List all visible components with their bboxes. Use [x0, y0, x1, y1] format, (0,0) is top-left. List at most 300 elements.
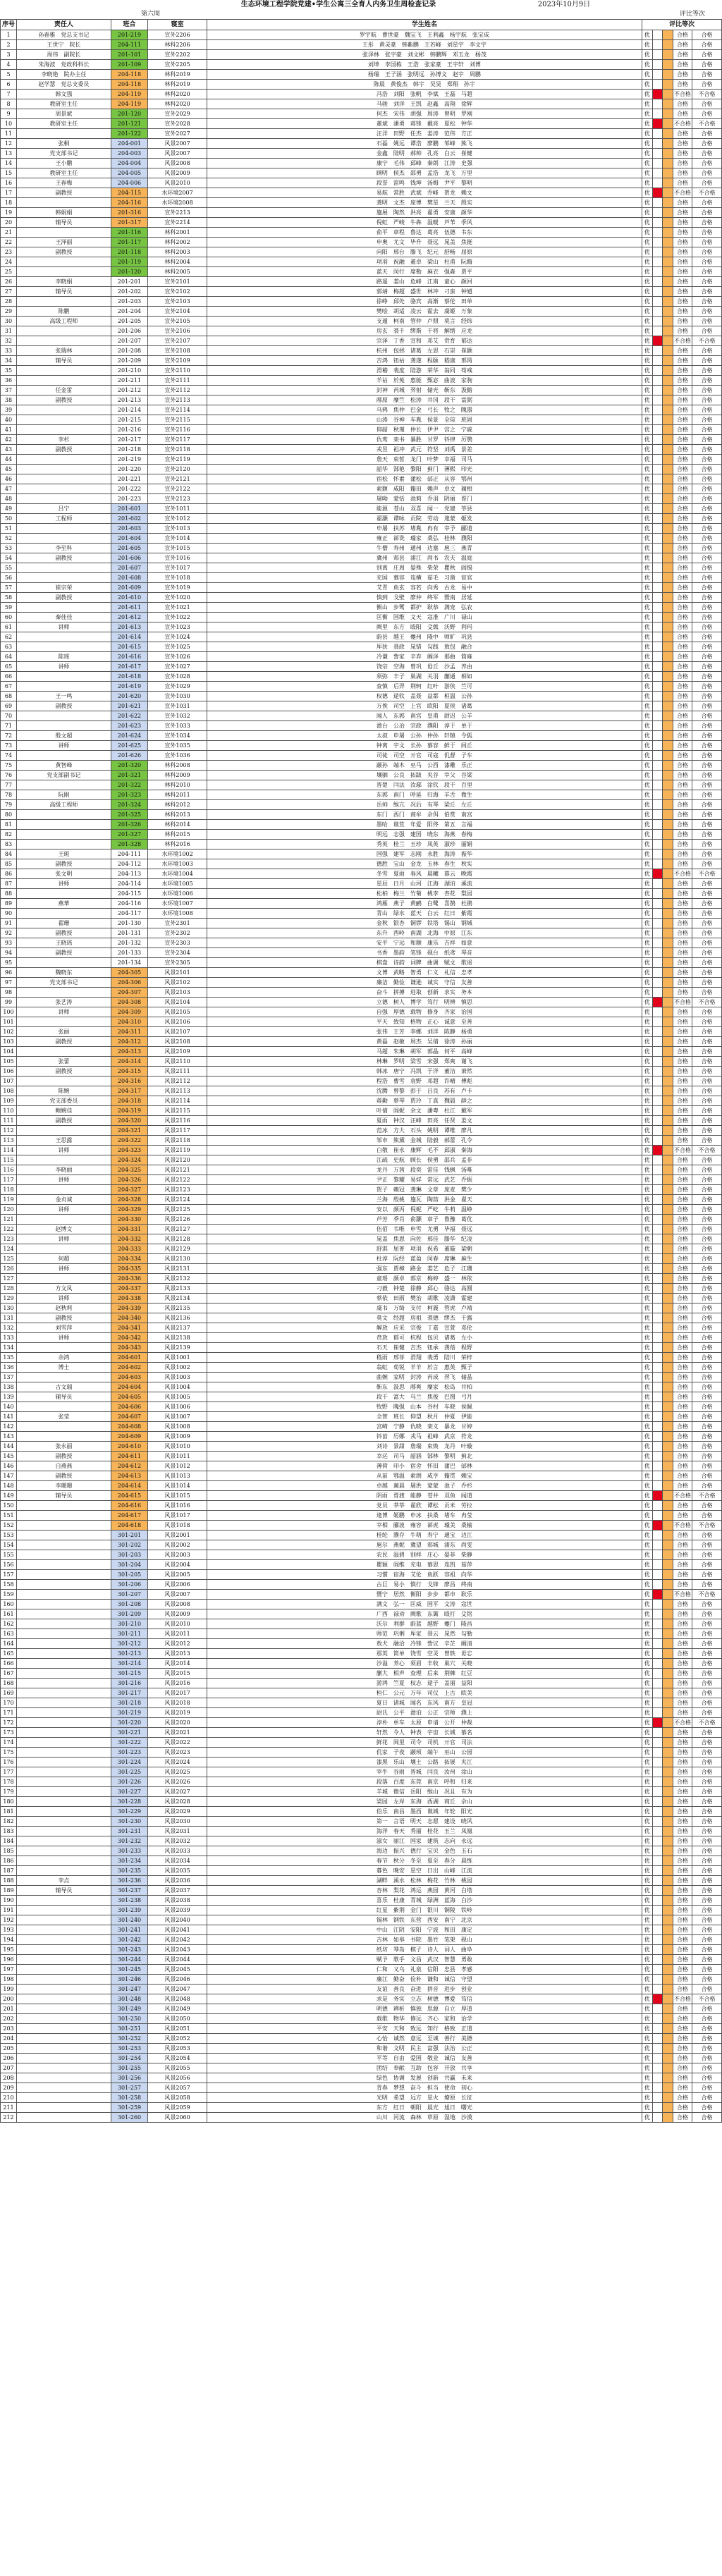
row-room: 风景2027	[148, 1787, 207, 1797]
row-students: 春节 秋分 冬至 夏至 春分 晨练	[207, 1856, 642, 1866]
row-responsible: 李晓娟	[17, 277, 111, 287]
row-room: 风景2044	[148, 1955, 207, 1965]
row-responsible: 副教授	[17, 395, 111, 405]
row-students: 王彤 黄灵豪 韩紫鹏 王若峰 刘星宇 李文宇	[207, 40, 642, 50]
row-bar	[663, 721, 673, 731]
row-seq: 104	[1, 1047, 17, 1057]
row-grade: 合格	[692, 1758, 722, 1767]
row-grade: 合格	[692, 277, 722, 287]
row-mark: 优	[642, 1886, 652, 1896]
row-grade: 合格	[692, 514, 722, 524]
table-row	[1, 376, 722, 386]
row-flag	[652, 544, 663, 553]
row-responsible: 讲师	[17, 1007, 111, 1017]
row-bar	[663, 938, 673, 948]
row-bar	[663, 1629, 673, 1639]
row-students: 权德 逯钦 盖聂 益都 桓温 公孙	[207, 692, 642, 701]
row-class: 301-246	[111, 1975, 147, 1985]
row-seq: 66	[1, 672, 17, 682]
row-seq: 59	[1, 603, 17, 613]
row-mark: 优	[642, 771, 652, 780]
row-responsible: 副教授	[17, 247, 111, 257]
row-mark: 优	[642, 790, 652, 800]
row-class: 301-201	[111, 1531, 147, 1540]
row-seq: 132	[1, 1323, 17, 1333]
row-responsible: 党支部副书记	[17, 771, 111, 780]
row-responsible: 张桐	[17, 139, 111, 149]
row-score: 合格	[673, 277, 692, 287]
row-responsible	[17, 1935, 111, 1945]
row-seq: 60	[1, 613, 17, 622]
row-bar	[663, 1442, 673, 1452]
row-seq: 10	[1, 119, 17, 129]
row-seq: 8	[1, 99, 17, 109]
row-responsible	[17, 830, 111, 840]
row-bar	[663, 701, 673, 711]
row-mark: 优	[642, 692, 652, 701]
row-seq: 171	[1, 1708, 17, 1718]
row-room: 风景2033	[148, 1846, 207, 1856]
row-seq: 176	[1, 1758, 17, 1767]
row-score: 合格	[673, 632, 692, 642]
row-room: 林科2002	[148, 238, 207, 247]
table-row	[1, 1323, 722, 1333]
row-students: 漆黑 乐山 壤土 公路 拓展 夹江	[207, 1758, 642, 1767]
row-mark: 优	[642, 1915, 652, 1925]
row-score: 合格	[673, 1353, 692, 1363]
row-class: 201-132	[111, 938, 147, 948]
row-flag	[652, 790, 663, 800]
row-bar	[663, 1274, 673, 1284]
row-score: 合格	[673, 1767, 692, 1777]
row-room: 水环境1004	[148, 869, 207, 879]
row-students: 石磊 姚远 谭浩 廖鹏 邹峰 熊飞	[207, 139, 642, 149]
row-bar	[663, 613, 673, 622]
row-room: 风景2050	[148, 2014, 207, 2024]
row-responsible	[17, 1836, 111, 1846]
row-bar	[663, 1106, 673, 1116]
row-flag	[652, 1363, 663, 1373]
row-grade: 合格	[692, 1609, 722, 1619]
row-class: 204-329	[111, 1205, 147, 1215]
row-bar	[663, 287, 673, 297]
row-seq: 161	[1, 1609, 17, 1619]
row-flag	[652, 504, 663, 514]
row-seq: 190	[1, 1896, 17, 1906]
row-students: 书香 墨韵 笔锋 砚台 纸鸢 琴音	[207, 948, 642, 958]
row-seq: 181	[1, 1807, 17, 1817]
row-room: 宣外2113	[148, 395, 207, 405]
row-flag	[652, 701, 663, 711]
table-row	[1, 366, 722, 376]
row-responsible	[17, 1600, 111, 1609]
row-room: 风景2047	[148, 1985, 207, 1994]
row-flag	[652, 1787, 663, 1797]
row-students: 蓝天 闵行 席勒 麻衣 强森 贾平	[207, 267, 642, 277]
table-row	[1, 2054, 722, 2063]
row-seq: 179	[1, 1787, 17, 1797]
sheet-date: 2023年10月9日	[537, 1, 591, 8]
row-bar	[663, 1007, 673, 1017]
row-room: 风景2006	[148, 1580, 207, 1590]
row-flag	[652, 1225, 663, 1234]
row-mark: 优	[642, 1244, 652, 1254]
table-row	[1, 682, 722, 692]
row-mark: 优	[642, 287, 652, 297]
row-seq: 108	[1, 1086, 17, 1096]
row-mark: 优	[642, 1254, 652, 1264]
row-students: 明远 志强 建国 晓东 海燕 春梅	[207, 830, 642, 840]
row-class: 201-320	[111, 761, 147, 771]
row-students: 徐峥 邱处 骆宾 高渐 蔡伦 田单	[207, 297, 642, 307]
row-students: 黄磊 赵敏 周杰 吴倩 徐涛 孙丽	[207, 1037, 642, 1047]
row-responsible: 副教授	[17, 859, 111, 869]
row-flag	[652, 771, 663, 780]
row-score: 合格	[673, 711, 692, 721]
row-class: 204-609	[111, 1432, 147, 1442]
row-mark: 优	[642, 810, 652, 820]
row-grade: 合格	[692, 1649, 722, 1659]
row-grade: 合格	[692, 1945, 722, 1955]
row-score: 合格	[673, 672, 692, 682]
table-row	[1, 820, 722, 830]
table-row	[1, 544, 722, 553]
table-row	[1, 830, 722, 840]
row-responsible	[17, 1896, 111, 1906]
row-flag	[652, 1215, 663, 1225]
row-students: 林琳 罗明 梁雪 宋强 郑爽 谢飞	[207, 1057, 642, 1067]
row-score: 合格	[673, 1313, 692, 1323]
row-bar	[663, 642, 673, 652]
row-score: 合格	[673, 1452, 692, 1461]
row-flag	[652, 948, 663, 958]
row-seq: 186	[1, 1856, 17, 1866]
row-seq: 98	[1, 988, 17, 998]
row-mark: 优	[642, 1846, 652, 1856]
row-grade: 合格	[692, 1985, 722, 1994]
row-responsible	[17, 988, 111, 998]
row-students: 充国 慕容 连横 茹毛 习凿 宦官	[207, 573, 642, 583]
row-room: 风景2019	[148, 1708, 207, 1718]
row-responsible: 韩文强	[17, 90, 111, 99]
row-seq: 148	[1, 1481, 17, 1491]
row-seq: 131	[1, 1313, 17, 1323]
row-responsible	[17, 909, 111, 919]
row-bar	[663, 1856, 673, 1866]
row-seq: 127	[1, 1274, 17, 1284]
row-bar	[663, 909, 673, 919]
row-seq: 180	[1, 1797, 17, 1807]
row-students: 淳朴 单车 太原 申请 公开 仲裁	[207, 1718, 642, 1728]
row-class: 201-328	[111, 840, 147, 850]
row-grade: 合格	[692, 1264, 722, 1274]
row-room: 宣外2116	[148, 425, 207, 435]
row-students: 鲜花 闾里 司令 司机 亓官 司法	[207, 1738, 642, 1748]
row-bar	[663, 1205, 673, 1215]
row-responsible: 张文明	[17, 869, 111, 879]
row-score: 合格	[673, 1609, 692, 1619]
row-students: 德胜 宝山 金龙 玉林 春生 秋实	[207, 859, 642, 869]
row-score: 合格	[673, 1343, 692, 1353]
row-students: 蔚县 越王 夔州 隆中 师旷 巩县	[207, 632, 642, 642]
row-score: 合格	[673, 1392, 692, 1402]
row-grade: 合格	[692, 1165, 722, 1175]
row-students: 绿色 协调 发展 创新 共赢 未来	[207, 2073, 642, 2083]
table-row	[1, 731, 722, 741]
row-flag	[652, 188, 663, 198]
table-row	[1, 208, 722, 218]
row-flag	[652, 1294, 663, 1304]
table-row	[1, 603, 722, 613]
row-responsible: 李点	[17, 1876, 111, 1886]
row-seq: 61	[1, 622, 17, 632]
row-class: 201-133	[111, 948, 147, 958]
row-bar	[663, 40, 673, 50]
row-mark: 优	[642, 267, 652, 277]
row-room: 风景1004	[148, 1382, 207, 1392]
row-flag	[652, 958, 663, 968]
row-seq: 79	[1, 800, 17, 810]
row-grade: 合格	[692, 662, 722, 672]
row-flag	[652, 2004, 663, 2014]
row-flag	[652, 672, 663, 682]
row-score: 合格	[673, 1836, 692, 1846]
row-mark: 优	[642, 1392, 652, 1402]
row-students: 查慎 后羿 荆轲 红叶 游侠 竺可	[207, 682, 642, 692]
row-seq: 45	[1, 465, 17, 474]
row-mark: 优	[642, 405, 652, 415]
row-bar	[663, 1649, 673, 1659]
table-row	[1, 2073, 722, 2083]
row-bar	[663, 1550, 673, 1560]
row-students: 虞书 万绮 支付 柯震 管虎 卢靖	[207, 1304, 642, 1313]
row-mark: 优	[642, 208, 652, 218]
row-seq: 77	[1, 780, 17, 790]
row-bar	[663, 129, 673, 139]
row-flag	[652, 1155, 663, 1165]
row-responsible: 王泽丽	[17, 238, 111, 247]
table-row	[1, 70, 722, 80]
row-mark: 优	[642, 553, 652, 563]
row-score: 合格	[673, 228, 692, 238]
row-grade: 合格	[692, 2103, 722, 2113]
row-bar	[663, 731, 673, 741]
row-grade: 合格	[692, 366, 722, 376]
row-score: 合格	[673, 790, 692, 800]
row-bar	[663, 1866, 673, 1876]
table-row	[1, 1787, 722, 1797]
row-seq: 41	[1, 425, 17, 435]
table-row	[1, 879, 722, 889]
row-mark: 优	[642, 1471, 652, 1481]
row-score: 合格	[673, 1698, 692, 1708]
row-responsible	[17, 1402, 111, 1412]
row-seq: 117	[1, 1175, 17, 1185]
table-row	[1, 1600, 722, 1609]
row-room: 风景2045	[148, 1965, 207, 1975]
row-grade: 合格	[692, 978, 722, 988]
row-responsible: 燕華	[17, 899, 111, 909]
row-students: 夏雨 钟汉 汪峰 田亮 任贤 姜文	[207, 1116, 642, 1126]
table-row	[1, 1659, 722, 1669]
row-score: 合格	[673, 1116, 692, 1126]
row-responsible	[17, 1718, 111, 1728]
row-room: 风景2012	[148, 1639, 207, 1649]
row-score: 合格	[673, 1649, 692, 1659]
row-class: 201-206	[111, 326, 147, 336]
row-class: 301-238	[111, 1896, 147, 1906]
row-seq: 119	[1, 1195, 17, 1205]
row-mark: 优	[642, 1570, 652, 1580]
row-score: 合格	[673, 2063, 692, 2073]
row-bar	[663, 1343, 673, 1353]
row-grade: 合格	[692, 632, 722, 642]
row-score: 不合格	[673, 1590, 692, 1600]
row-mark: 优	[642, 889, 652, 899]
table-row	[1, 840, 722, 850]
row-seq: 149	[1, 1491, 17, 1501]
row-students: 芦芳 季肖 俞灏 章子 鲁豫 葛优	[207, 1215, 642, 1225]
row-seq: 69	[1, 701, 17, 711]
row-students: 仉家 子夜 颛顼 端午 巫山 公园	[207, 1748, 642, 1758]
row-students: 游鸿 竺夏 权志 逯子 盖丽 益阳	[207, 1679, 642, 1688]
row-score: 合格	[673, 593, 692, 603]
row-bar	[663, 1570, 673, 1580]
row-grade: 合格	[692, 2014, 722, 2024]
row-bar	[663, 1116, 673, 1126]
table-row	[1, 1718, 722, 1728]
row-seq: 122	[1, 1225, 17, 1234]
row-room: 风景2009	[148, 1609, 207, 1619]
row-mark: 优	[642, 840, 652, 850]
row-mark: 优	[642, 1353, 652, 1363]
row-class: 201-101	[111, 50, 147, 60]
row-students: 翟灏 谭咏 贡院 劳动 逄蒙 姬发	[207, 514, 642, 524]
row-grade: 合格	[692, 938, 722, 948]
row-responsible: 讲师	[17, 1205, 111, 1215]
table-row	[1, 1067, 722, 1077]
row-grade: 合格	[692, 484, 722, 494]
row-bar	[663, 1323, 673, 1333]
table-row	[1, 494, 722, 504]
table-row	[1, 524, 722, 534]
row-mark: 优	[642, 1027, 652, 1037]
table-row	[1, 998, 722, 1007]
row-room: 宣外2120	[148, 465, 207, 474]
row-score: 合格	[673, 1047, 692, 1057]
row-class: 204-310	[111, 1017, 147, 1027]
row-students: 卓越 蔺晨 屠洪 蒙蒙 池子 乔杉	[207, 1481, 642, 1491]
row-bar	[663, 1669, 673, 1679]
row-class: 301-248	[111, 1994, 147, 2004]
row-flag	[652, 869, 663, 879]
row-students: 安平 宁远 和顺 康乐 吉祥 如意	[207, 938, 642, 948]
row-mark: 优	[642, 1304, 652, 1313]
row-responsible	[17, 1787, 111, 1797]
row-flag	[652, 99, 663, 109]
week-row	[0, 10, 722, 19]
row-grade: 合格	[692, 504, 722, 514]
row-room: 宣外1031	[148, 701, 207, 711]
row-seq: 19	[1, 208, 17, 218]
row-score: 合格	[673, 1333, 692, 1343]
row-room: 风景2109	[148, 1047, 207, 1057]
row-bar	[663, 1017, 673, 1027]
row-room: 风景2051	[148, 2024, 207, 2034]
row-score: 合格	[673, 504, 692, 514]
row-grade: 合格	[692, 168, 722, 178]
row-mark: 优	[642, 711, 652, 721]
table-row	[1, 1876, 722, 1886]
row-score: 合格	[673, 1777, 692, 1787]
row-score: 不合格	[673, 336, 692, 346]
row-mark: 优	[642, 1382, 652, 1392]
row-seq: 183	[1, 1827, 17, 1836]
row-room: 风景2101	[148, 968, 207, 978]
table-row	[1, 1017, 722, 1027]
row-responsible	[17, 1698, 111, 1708]
row-class: 201-622	[111, 711, 147, 721]
row-mark: 优	[642, 1925, 652, 1935]
row-bar	[663, 1501, 673, 1511]
table-row	[1, 1649, 722, 1659]
row-room: 风景2137	[148, 1323, 207, 1333]
row-class: 301-230	[111, 1817, 147, 1827]
row-bar	[663, 218, 673, 228]
row-room: 风景1012	[148, 1461, 207, 1471]
row-score: 合格	[673, 307, 692, 317]
row-seq: 173	[1, 1728, 17, 1738]
row-flag	[652, 1353, 663, 1363]
row-responsible: 讲师	[17, 622, 111, 632]
row-grade: 合格	[692, 287, 722, 297]
row-responsible: 工程师	[17, 514, 111, 524]
row-flag	[652, 494, 663, 504]
row-room: 宣外2101	[148, 277, 207, 287]
row-score: 合格	[673, 474, 692, 484]
row-class: 204-612	[111, 1461, 147, 1471]
row-seq: 63	[1, 642, 17, 652]
table-row	[1, 168, 722, 178]
row-room: 林科2020	[148, 90, 207, 99]
row-bar	[663, 1797, 673, 1807]
row-bar	[663, 1600, 673, 1609]
row-bar	[663, 988, 673, 998]
row-class: 301-218	[111, 1698, 147, 1708]
row-seq: 44	[1, 455, 17, 465]
row-seq: 202	[1, 2014, 17, 2024]
row-room: 宣外2213	[148, 208, 207, 218]
row-room: 林科2015	[148, 830, 207, 840]
row-flag	[652, 1965, 663, 1975]
row-seq: 26	[1, 277, 17, 287]
table-row	[1, 1521, 722, 1531]
row-grade: 合格	[692, 1560, 722, 1570]
row-flag	[652, 859, 663, 869]
row-students: 纸坊 琴岛 棋子 诗人 词人 曲阜	[207, 1945, 642, 1955]
row-bar	[663, 326, 673, 336]
row-responsible	[17, 129, 111, 139]
row-grade: 合格	[692, 376, 722, 386]
row-class: 301-233	[111, 1846, 147, 1856]
row-responsible	[17, 1649, 111, 1659]
row-responsible: 副教授	[17, 1471, 111, 1481]
row-students: 东郭 南门 呼延 归海 羊舌 微生	[207, 790, 642, 800]
row-students: 和谐 文明 民主 富强 法治 公正	[207, 2044, 642, 2054]
row-class: 204-604	[111, 1382, 147, 1392]
row-responsible: 王一鸣	[17, 692, 111, 701]
row-seq: 46	[1, 474, 17, 484]
